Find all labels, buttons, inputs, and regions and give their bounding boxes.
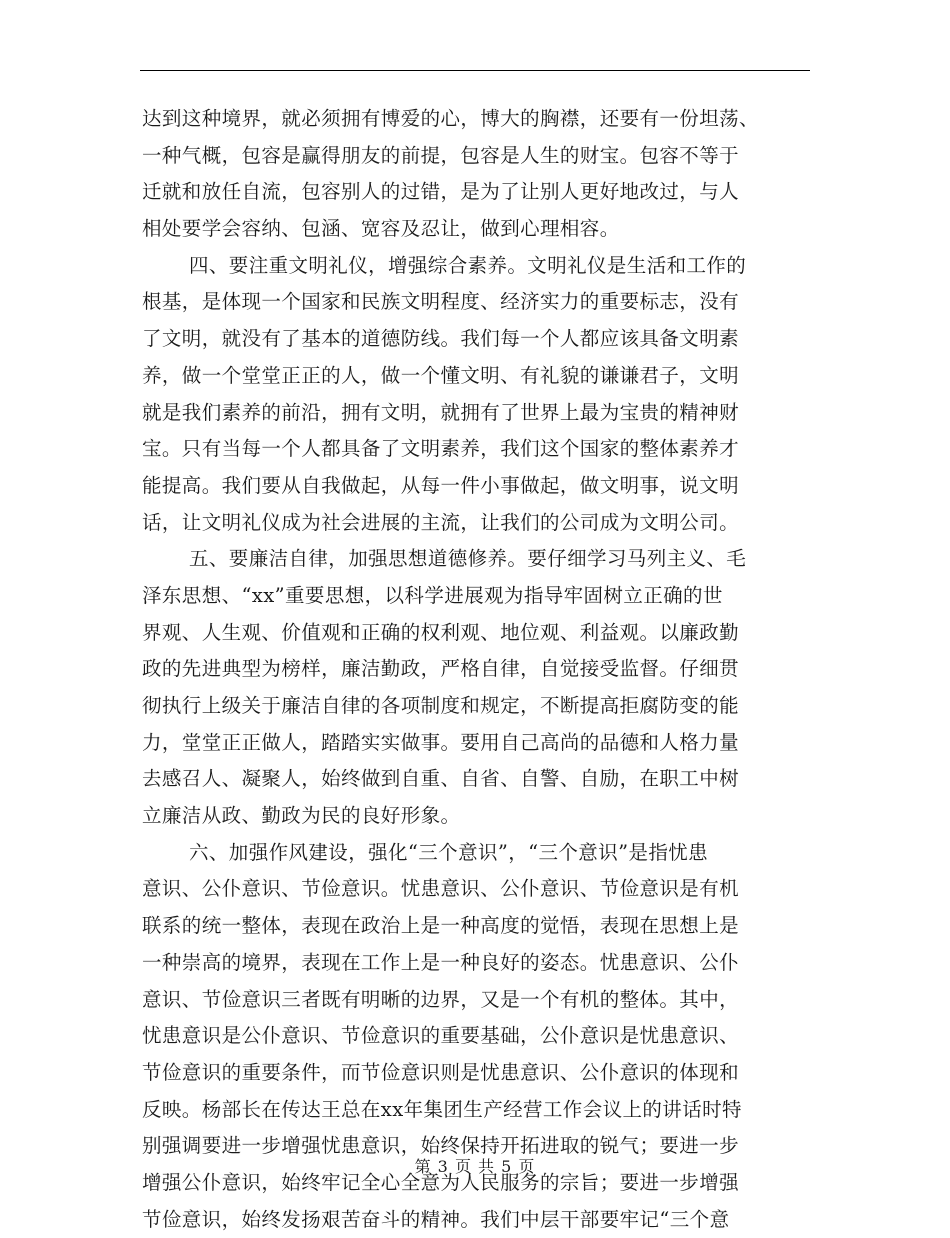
text-line: 迁就和放任自流，包容别人的过错，是为了让别人更好地改过，与人 xyxy=(142,180,740,204)
text-line: 一种崇高的境界，表现在工作上是一种良好的姿态。忧患意识、公仆 xyxy=(142,950,740,974)
body-text xyxy=(142,101,810,1238)
text-line: 话，让文明礼仪成为社会进展的主流，让我们的公司成为文明公司。 xyxy=(142,510,740,534)
text-line: 力，堂堂正正做人，踏踏实实做事。要用自己高尚的品德和人格力量 xyxy=(142,730,740,754)
header-rule xyxy=(140,70,810,71)
text-line: 联系的统一整体，表现在政治上是一种高度的觉悟，表现在思想上是 xyxy=(142,914,740,938)
text-line: 去感召人、凝聚人，始终做到自重、自省、自警、自励，在职工中树 xyxy=(142,767,740,791)
text-line: 别强调要进一步增强忧患意识，始终保持开拓进取的锐气；要进一步 xyxy=(142,1134,740,1158)
paragraph-5-first-line: 五、要廉洁自律，加强思想道德修养。要仔细学习马列主义、毛 xyxy=(189,547,747,571)
text-line: 节俭意识的重要条件，而节俭意识则是忧患意识、公仆意识的体现和 xyxy=(142,1060,740,1084)
text-line: 政的先进典型为榜样，廉洁勤政，严格自律，自觉接受监督。仔细贯 xyxy=(142,657,740,681)
text-line: 增强公仆意识，始终牢记全心全意为人民服务的宗旨；要进一步增强 xyxy=(142,1170,740,1194)
text-line: 彻执行上级关于廉洁自律的各项制度和规定，不断提高拒腐防变的能 xyxy=(142,694,740,717)
text-line: 宝。只有当每一个人都具备了文明素养，我们这个国家的整体素养才 xyxy=(142,437,740,461)
text-line: 忧患意识是公仆意识、节俭意识的重要基础，公仆意识是忧患意识、 xyxy=(142,1024,740,1048)
text-line: 泽东思想、“xx”重要思想，以科学进展观为指导牢固树立正确的世 xyxy=(142,583,723,607)
paragraph-6-first-line: 六、加强作风建设，强化“三个意识”，“三个意识”是指忧患 xyxy=(189,840,709,864)
text-line: 一种气概，包容是赢得朋友的前提，包容是人生的财宝。包容不等于 xyxy=(142,143,740,167)
text-line: 节俭意识，始终发扬艰苦奋斗的精神。我们中层干部要牢记“三个意 xyxy=(142,1207,730,1231)
text-line: 反映。杨部长在传达王总在xx年集团生产经营工作会议上的讲话时特 xyxy=(142,1097,742,1121)
text-line: 达到这种境界，就必须拥有博爱的心，博大的胸襟，还要有一份坦荡、 xyxy=(142,107,759,130)
text-line: 相处要学会容纳、包涵、宽容及忍让，做到心理相容。 xyxy=(142,217,620,241)
text-line: 能提高。我们要从自我做起，从每一件小事做起，做文明事，说文明 xyxy=(142,473,740,497)
text-line: 就是我们素养的前沿，拥有文明，就拥有了世界上最为宝贵的精神财 xyxy=(142,400,740,424)
text-line: 界观、人生观、价值观和正确的权利观、地位观、利益观。以廉政勤 xyxy=(142,620,740,644)
text-line: 意识、节俭意识三者既有明晰的边界，又是一个有机的整体。其中， xyxy=(142,987,740,1011)
text-line: 根基，是体现一个国家和民族文明程度、经济实力的重要标志，没有 xyxy=(142,290,740,314)
text-line: 养，做一个堂堂正正的人，做一个懂文明、有礼貌的谦谦君子，文明 xyxy=(142,363,740,387)
text-line: 立廉洁从政、勤政为民的良好形象。 xyxy=(142,804,461,828)
page-number-footer: 第 3 页 共 5 页 xyxy=(414,1157,536,1176)
paragraph-4-first-line: 四、要注重文明礼仪，增强综合素养。文明礼仪是生活和工作的 xyxy=(189,253,747,277)
text-line: 意识、公仆意识、节俭意识。忧患意识、公仆意识、节俭意识是有机 xyxy=(142,877,740,901)
text-line: 了文明，就没有了基本的道德防线。我们每一个人都应该具备文明素 xyxy=(142,327,740,351)
